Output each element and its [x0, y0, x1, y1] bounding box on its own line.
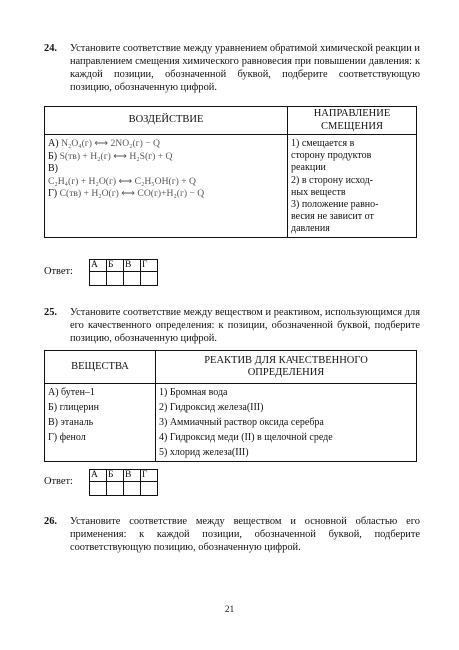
reaction-a: А) N₂O₄(г) ⟷ 2NO₂(г) − Q [48, 138, 160, 149]
question-25 [44, 306, 420, 345]
answer-letter: А [90, 470, 107, 482]
answer-cell-v[interactable] [124, 272, 141, 286]
direction-line: 1) смещается в [291, 138, 355, 149]
substance-item: А) бутен–1 [48, 387, 95, 398]
direction-line: 2) в сторону исход- [291, 174, 373, 186]
reactions-cell [45, 135, 288, 238]
answer-letter: А [90, 260, 107, 272]
direction-line: весия не зависит от [291, 211, 374, 223]
direction-line: сторону продуктов [291, 150, 372, 162]
substances-cell [45, 384, 156, 462]
direction-line: ных веществ [291, 186, 346, 198]
table-24 [44, 106, 417, 238]
substance-item: Г) фенол [48, 432, 86, 443]
reagent-item: 1) Бромная вода [159, 387, 228, 398]
answer-letter: Г [141, 260, 158, 272]
substance-item: В) этаналь [48, 417, 94, 428]
directions-cell [288, 135, 417, 238]
answer-cell-v[interactable] [124, 482, 141, 496]
question-number: 26. [44, 516, 57, 527]
question-number: 24. [44, 43, 57, 54]
answer-cell-g[interactable] [141, 482, 158, 496]
reagents-cell [156, 384, 417, 462]
reagent-item: 4) Гидроксид меди (II) в щелочной среде [159, 432, 333, 443]
direction-line: 3) положение равно- [291, 199, 379, 211]
reaction-g: Г) C(тв) + H₂O(г) ⟷ CO(г)+H₂(г) − Q [48, 188, 205, 199]
col-header-substances: ВЕЩЕСТВА [45, 351, 156, 384]
answer-grid-25 [89, 469, 158, 496]
reagent-item: 5) хлорид железа(III) [159, 447, 249, 458]
answer-label-24: Ответ: [44, 266, 73, 277]
direction-line: давления [291, 223, 330, 235]
answer-letter: В [124, 470, 141, 482]
col-header-reagent: РЕАКТИВ ДЛЯ КАЧЕСТВЕННОГО ОПРЕДЕЛЕНИЯ [156, 351, 417, 384]
reagent-item: 3) Аммиачный раствор оксида серебра [159, 417, 324, 428]
reaction-v-label: В) [48, 163, 58, 174]
reagent-item: 2) Гидроксид железа(III) [159, 402, 264, 413]
question-number: 25. [44, 307, 57, 318]
question-text: Установите соответствие между веществом и реактивом, использующимся для его качественного определения: к позиции, обозначенной буквой, подберите позицию, обозначенную цифрой. [70, 307, 420, 344]
answer-letter: В [124, 260, 141, 272]
question-text: Установите соответствие между уравнением обратимой химической реакции и направлением смещения химического равновесия при повышении давления: к каждой позиции, обозначенной буквой, подберите соответствующую позицию, обозначенную цифрой. [70, 43, 420, 93]
question-text: Установите соответствие между веществом и основной областью его применения: к каждой позиции, обозначенной буквой, подберите соответствующую позицию, обозначенную цифрой. [70, 516, 420, 553]
answer-letter: Б [107, 470, 124, 482]
col-header-direction: НАПРАВЛЕНИЕ СМЕЩЕНИЯ [288, 107, 417, 135]
answer-cell-a[interactable] [90, 272, 107, 286]
answer-cell-b[interactable] [107, 272, 124, 286]
answer-letter: Г [141, 470, 158, 482]
col-header-impact: ВОЗДЕЙСТВИЕ [45, 107, 288, 135]
reaction-v: C₂H₄(г) + H₂O(г) ⟷ C₂H₅OH(г) + Q [48, 175, 196, 187]
page-number: 21 [224, 605, 235, 615]
table-25 [44, 350, 417, 462]
answer-cell-g[interactable] [141, 272, 158, 286]
answer-grid-24 [89, 259, 158, 286]
question-26 [44, 515, 420, 554]
substance-item: Б) глицерин [48, 402, 100, 413]
reaction-b: Б) S(тв) + H₂(г) ⟷ H₂S(г) + Q [48, 150, 173, 162]
answer-letter: Б [107, 260, 124, 272]
answer-label-25: Ответ: [44, 476, 73, 487]
question-24 [44, 42, 420, 94]
answer-cell-a[interactable] [90, 482, 107, 496]
answer-cell-b[interactable] [107, 482, 124, 496]
direction-line: реакции [291, 162, 326, 174]
